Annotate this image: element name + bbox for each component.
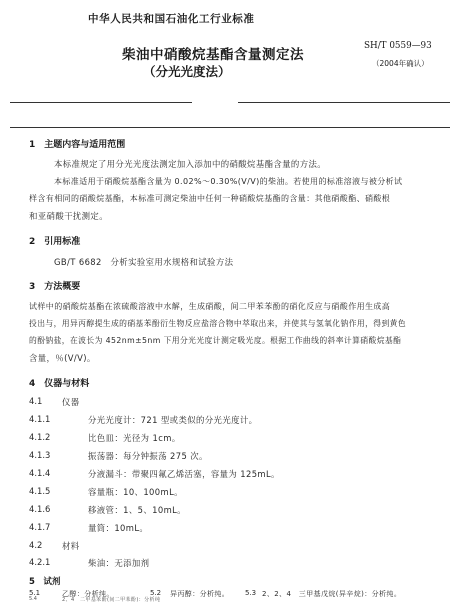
- subsection-4-2-number: 4.2: [29, 540, 43, 550]
- item-text: 柴油：无添加剂: [88, 558, 150, 568]
- item-text: 分液漏斗：带聚四氟乙烯活塞，容量为 125mL。: [88, 469, 280, 479]
- item-text: 比色皿：光径为 1cm。: [88, 433, 181, 443]
- section-3-line-4: 含量，％(V/V)。: [29, 353, 96, 363]
- header-rule-left: [10, 102, 192, 103]
- item-number: 4.1.4: [29, 468, 51, 478]
- section-1-paragraph-1: 本标准规定了用分光光度法测定加入添加中的硝酸烷基酯含量的方法。: [54, 159, 327, 169]
- reagent-text: 2、4 二甲基苯酚(间二甲苯酚)：分析纯: [62, 597, 161, 603]
- section-1-paragraph-2-line-2: 样含有相同的硝酸烷基酯，本标准可测定柴油中任何一种硝酸烷基酯的含量：其他硝酸酯、硝酸根: [29, 194, 391, 203]
- section-5-heading: 5 试剂: [29, 577, 61, 587]
- reagent-number: 5.3: [245, 589, 257, 597]
- section-1-paragraph-2-line-3: 和亚硝酸干扰测定。: [29, 211, 108, 221]
- section-3-line-2: 投出与，用异丙醇提生成的硝基苯酚衍生物反应盐溶合物中萃取出来，并使其与氢氧化钠作用，得到黄色: [29, 319, 407, 328]
- document-subtitle: （分光光度法）: [143, 64, 231, 79]
- item-number: 4.1.6: [29, 504, 51, 514]
- section-3-heading: 3 方法概要: [29, 282, 81, 292]
- reagent-text: 异丙醇：分析纯。: [170, 590, 230, 598]
- item-text: 容量瓶：10、100mL。: [88, 487, 183, 497]
- item-number: 4.1.1: [29, 414, 51, 424]
- section-1-paragraph-2-line-1: 本标准适用于硝酸烷基酯含量为 0.02%～0.30%(V/V)的柴油。若使用的标准溶液与被分析试: [54, 177, 403, 186]
- item-text: 量筒：10mL。: [88, 523, 149, 533]
- subsection-4-1-label: 仪器: [62, 397, 80, 407]
- item-number: 4.1.5: [29, 486, 51, 496]
- section-1-heading: 1 主题内容与适用范围: [29, 140, 126, 150]
- item-number: 4.1.7: [29, 522, 51, 532]
- item-text: 移液管：1、5、10mL。: [88, 505, 186, 515]
- item-text: 振荡器：每分钟振荡 275 次。: [88, 451, 208, 461]
- subsection-4-1-number: 4.1: [29, 396, 43, 406]
- item-text: 分光光度计：721 型或类似的分光光度计。: [88, 415, 258, 425]
- section-2-heading: 2 引用标准: [29, 237, 81, 247]
- reagent-text: 乙醇：分析纯。: [62, 590, 114, 598]
- org-header: 中华人民共和国石油化工行业标准: [88, 13, 255, 25]
- reaffirm-note: （2004年确认）: [372, 59, 429, 68]
- subsection-4-2-label: 材料: [62, 541, 80, 551]
- reagent-text: 2、2、4 三甲基戊烷(异辛烷)：分析纯。: [262, 590, 402, 598]
- content-top-rule: [10, 127, 450, 128]
- standard-code: SH/T 0559—93: [364, 41, 432, 51]
- reagent-number: 5.2: [150, 589, 162, 597]
- section-3-line-1: 试样中的硝酸烷基酯在浓硫酸溶液中水解，生成硝酸，间二甲苯苯酚的硝化反应与硝酸作用生成高: [29, 302, 391, 311]
- section-2-reference: GB/T 6682 分析实验室用水规格和试验方法: [54, 257, 234, 267]
- item-number: 4.1.3: [29, 450, 51, 460]
- reagent-number: 5.1: [29, 589, 41, 597]
- header-rule-right: [238, 102, 450, 103]
- item-number: 4.2.1: [29, 557, 51, 567]
- document-title: 柴油中硝酸烷基酯含量测定法: [122, 47, 304, 63]
- item-number: 4.1.2: [29, 432, 51, 442]
- reagent-number: 5.4: [29, 596, 37, 602]
- section-3-line-3: 的酚钠盐，在波长为 452nm±5nm 下用分光光度计测定吸光度。根据工作曲线的斜率计算硝酸烷基酯: [29, 336, 402, 345]
- section-4-heading: 4 仪器与材料: [29, 379, 90, 389]
